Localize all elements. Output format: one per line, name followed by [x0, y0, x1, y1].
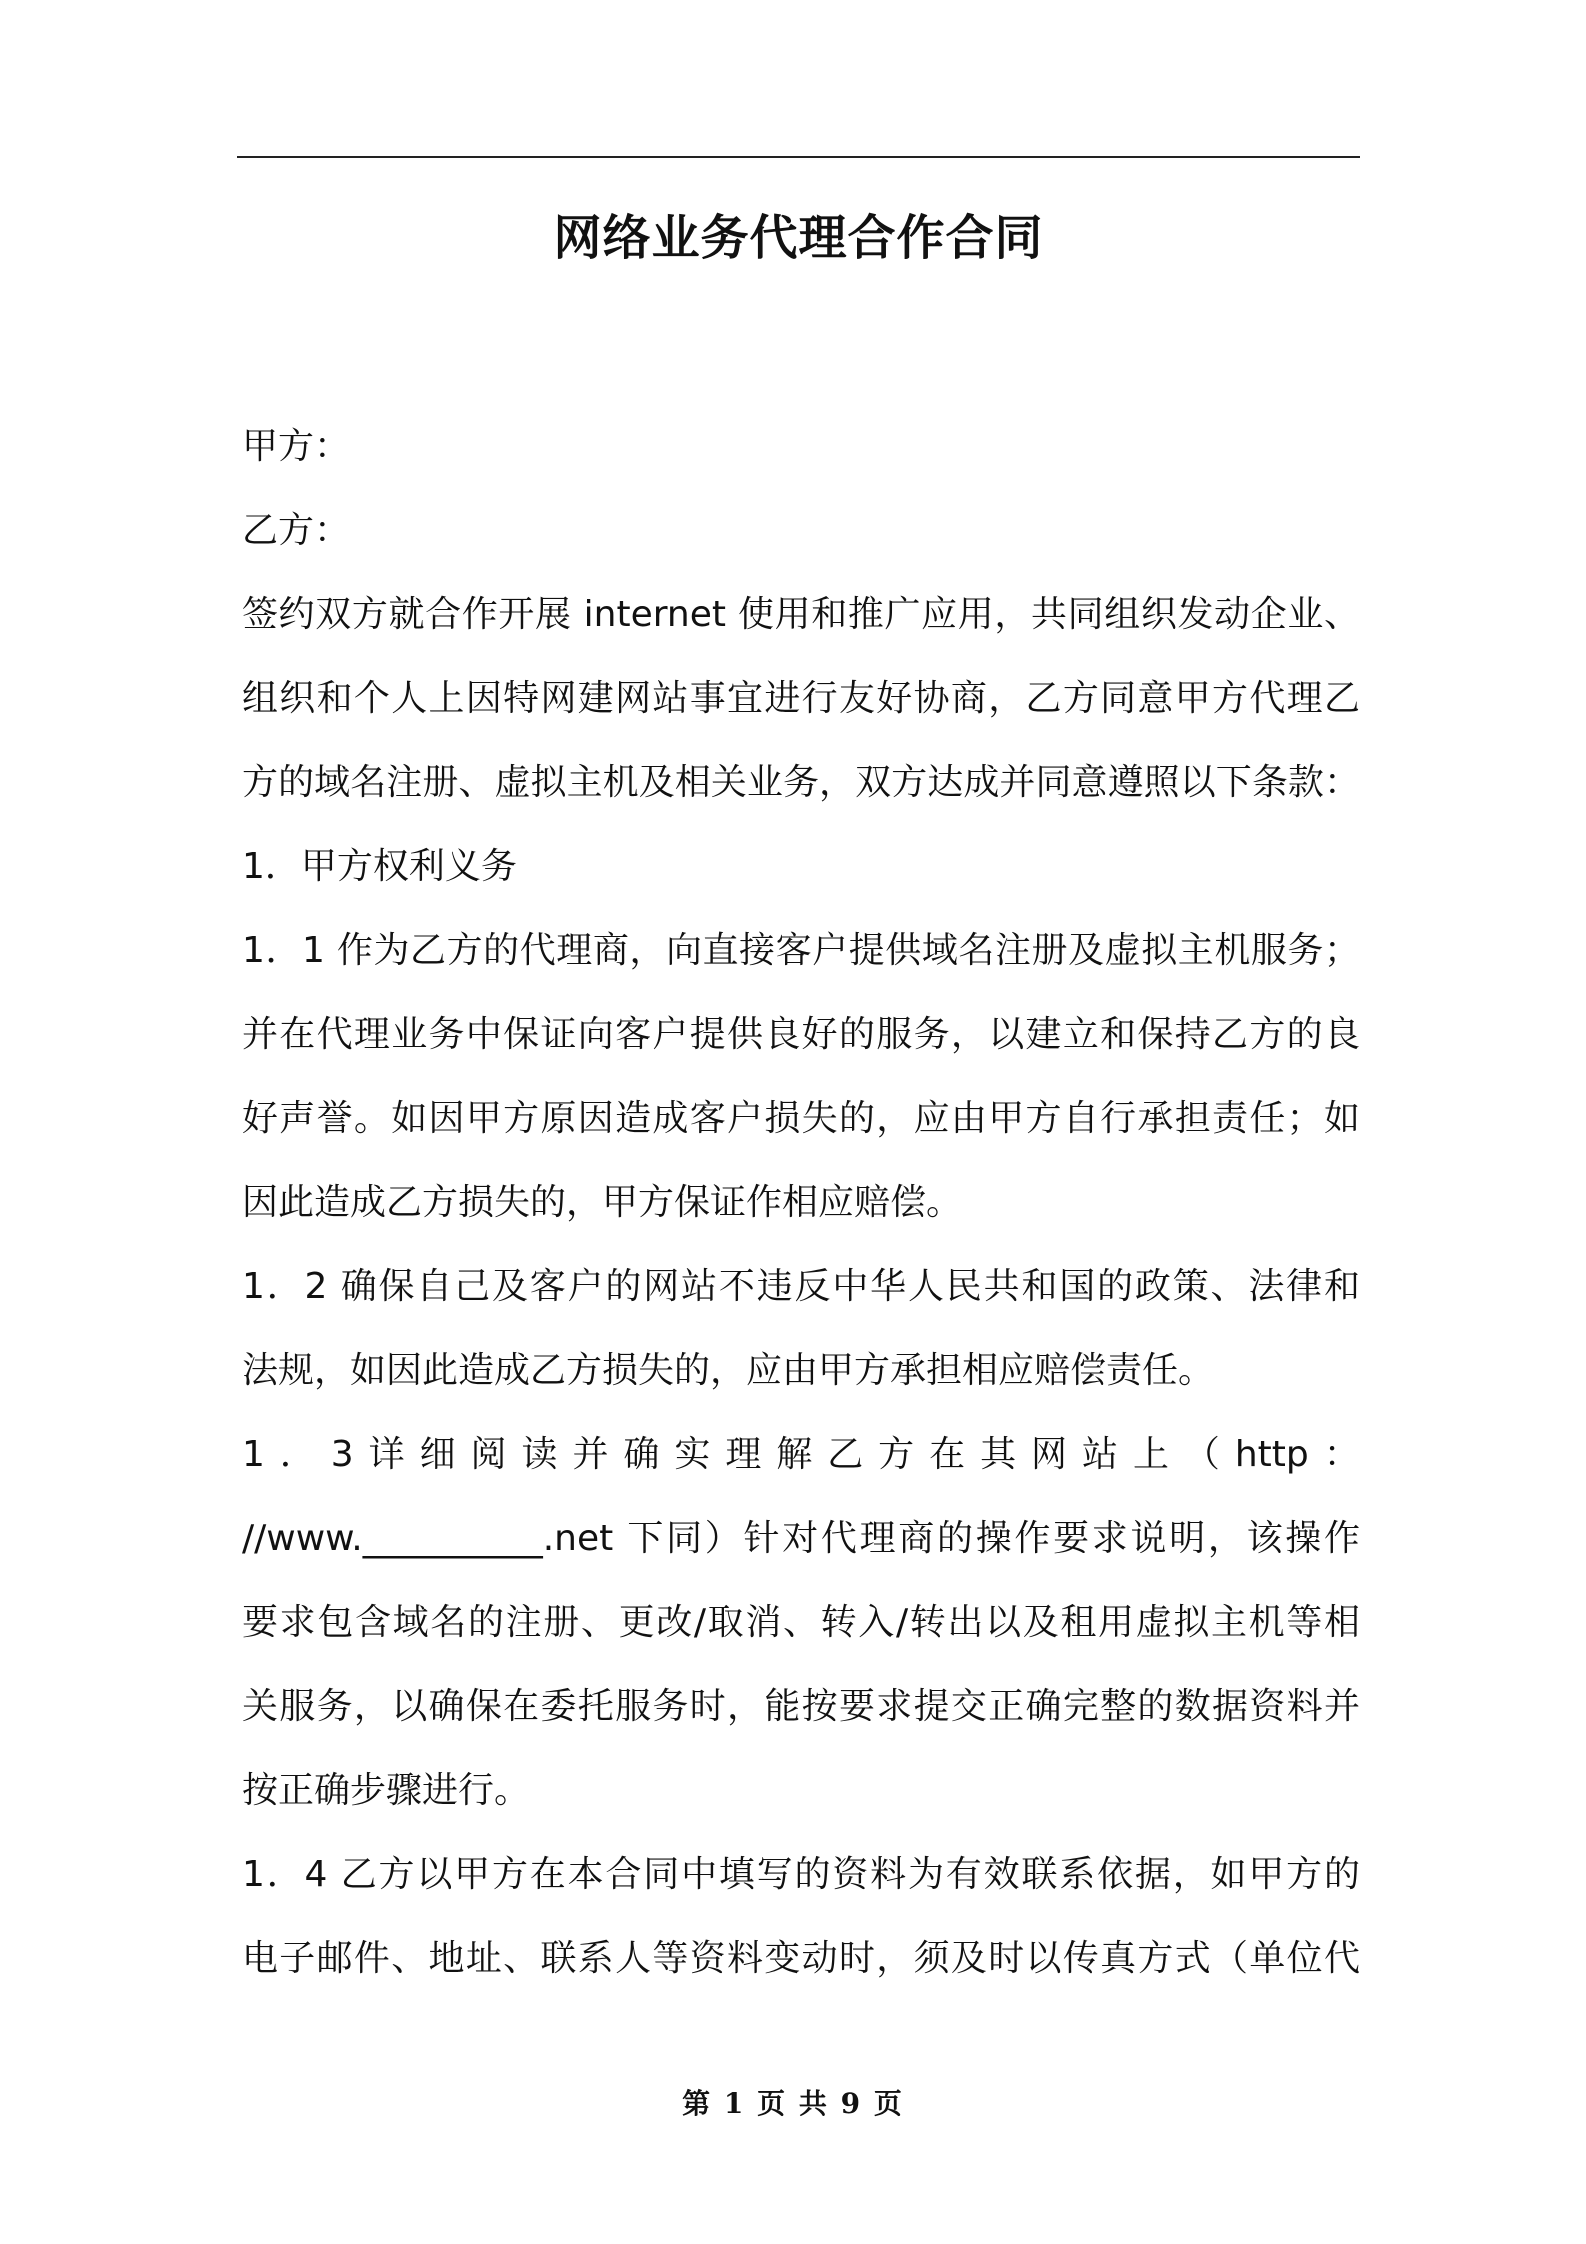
spread-glyph: http — [1234, 1434, 1309, 1475]
spread-glyph: 其 — [980, 1434, 1017, 1475]
spread-glyph: 实 — [674, 1434, 711, 1475]
spread-glyph: 站 — [1081, 1434, 1118, 1475]
spread-glyph: 在 — [929, 1434, 966, 1475]
body-line: 并在代理业务中保证向客户提供良好的服务，以建立和保持乙方的良 — [242, 1014, 1360, 1055]
spread-glyph: 解 — [776, 1434, 813, 1475]
party-a-line: 甲方： — [242, 426, 351, 467]
body-line: 好声誉。如因甲方原因造成客户损失的，应由甲方自行承担责任；如 — [242, 1098, 1360, 1139]
spread-glyph: 1 — [242, 1434, 265, 1475]
body-line: 签约双方就合作开展 internet 使用和推广应用，共同组织发动企业、 — [242, 594, 1360, 635]
spread-glyph: 读 — [521, 1434, 558, 1475]
page-number-footer: 第 1 页 共 9 页 — [682, 2087, 904, 2120]
spread-glyph: 阅 — [470, 1434, 507, 1475]
spread-glyph: 确 — [623, 1434, 660, 1475]
document-title: 网络业务代理合作合同 — [553, 210, 1044, 266]
section-heading: 1．甲方权利义务 — [242, 846, 517, 887]
spread-glyph: 详 — [368, 1434, 405, 1475]
spread-glyph: 网 — [1031, 1434, 1068, 1475]
clause-1-3 — [242, 1413, 1360, 1497]
document-body — [242, 405, 1360, 2001]
body-line: 方的域名注册、虚拟主机及相关业务，双方达成并同意遵照以下条款： — [242, 762, 1360, 803]
spread-glyph: （ — [1183, 1434, 1220, 1475]
body-line: //www.__________.net 下同）针对代理商的操作要求说明，该操作 — [242, 1518, 1360, 1559]
spread-glyph: 3 — [330, 1434, 354, 1475]
party-b-line: 乙方： — [242, 510, 351, 551]
header-rule — [237, 156, 1360, 158]
spread-glyph: ． — [279, 1434, 316, 1475]
body-line: 要求包含域名的注册、更改/取消、转入/转出以及租用虚拟主机等相 — [242, 1602, 1360, 1643]
clause-1-2: 1．2 确保自己及客户的网站不违反中华人民共和国的政策、法律和 — [242, 1266, 1360, 1307]
body-line: 法规，如因此造成乙方损失的，应由甲方承担相应赔偿责任。 — [242, 1350, 1215, 1391]
spread-glyph: 理 — [725, 1434, 762, 1475]
body-line: 电子邮件、地址、联系人等资料变动时，须及时以传真方式（单位代 — [242, 1938, 1360, 1979]
body-line: 关服务，以确保在委托服务时，能按要求提交正确完整的数据资料并 — [242, 1686, 1360, 1727]
spread-glyph: 并 — [572, 1434, 609, 1475]
body-line: 因此造成乙方损失的，甲方保证作相应赔偿。 — [242, 1182, 963, 1223]
spread-glyph: 上 — [1132, 1434, 1169, 1475]
body-line: 按正确步骤进行。 — [242, 1770, 531, 1811]
spread-glyph: ： — [1323, 1434, 1360, 1475]
spread-glyph: 细 — [419, 1434, 456, 1475]
clause-1-1: 1．1 作为乙方的代理商，向直接客户提供域名注册及虚拟主机服务； — [242, 930, 1360, 971]
spread-glyph: 乙 — [827, 1434, 864, 1475]
clause-1-4: 1．4 乙方以甲方在本合同中填写的资料为有效联系依据，如甲方的 — [242, 1854, 1360, 1895]
spread-glyph: 方 — [878, 1434, 915, 1475]
body-line: 组织和个人上因特网建网站事宜进行友好协商，乙方同意甲方代理乙 — [242, 678, 1360, 719]
